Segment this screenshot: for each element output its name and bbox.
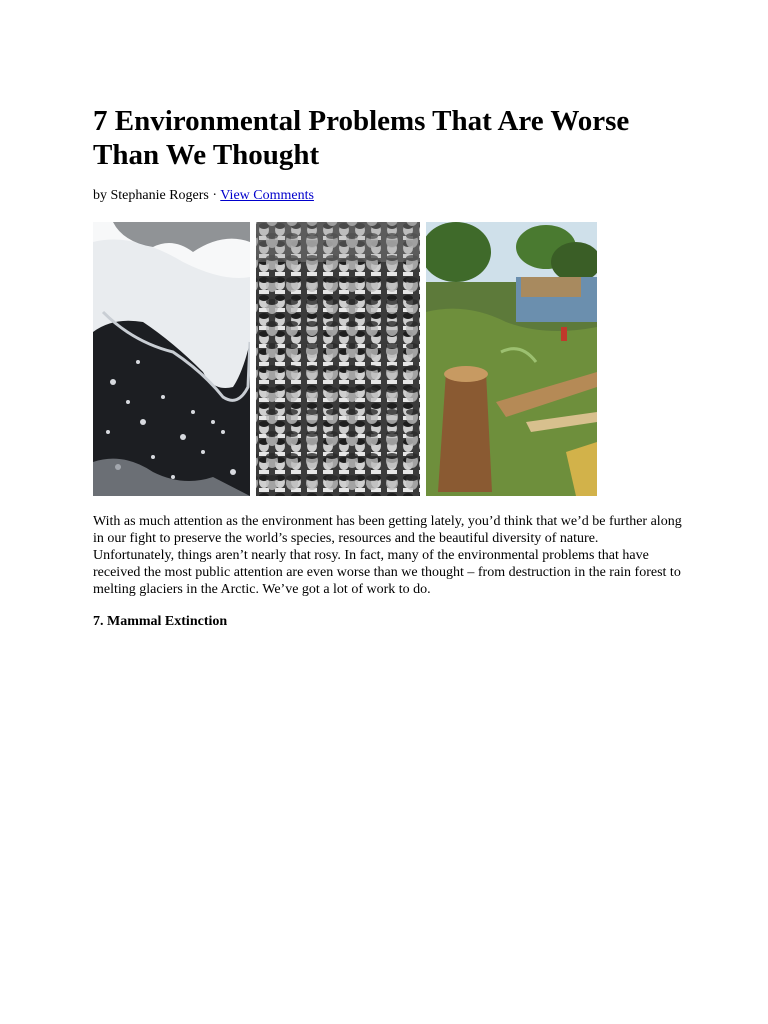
arctic-ice-image — [93, 222, 250, 496]
intro-paragraph: With as much attention as the environment has been getting lately, you’d think that we’d be further along in our fight to preserve the world’s species, resources and the beautiful diversity of nature. Unfortunately, things aren’t nearly that rosy. In fact, many of the environmental problems that have received the most public attention are even worse than we thought – from destruction in the rain forest to melting glaciers in the Arctic. We’ve got a lot of work to do. — [93, 514, 682, 597]
deforestation-image — [426, 222, 597, 496]
view-comments-link[interactable]: View Comments — [220, 188, 314, 203]
section-heading: 7. Mammal Extinction — [93, 614, 228, 629]
header-image-collage — [93, 222, 597, 496]
article-title: 7 Environmental Problems That Are Worse Than We Thought — [93, 105, 630, 171]
byline-author: by Stephanie Rogers · — [93, 188, 221, 203]
crowd-image — [256, 222, 420, 496]
byline — [93, 187, 314, 205]
